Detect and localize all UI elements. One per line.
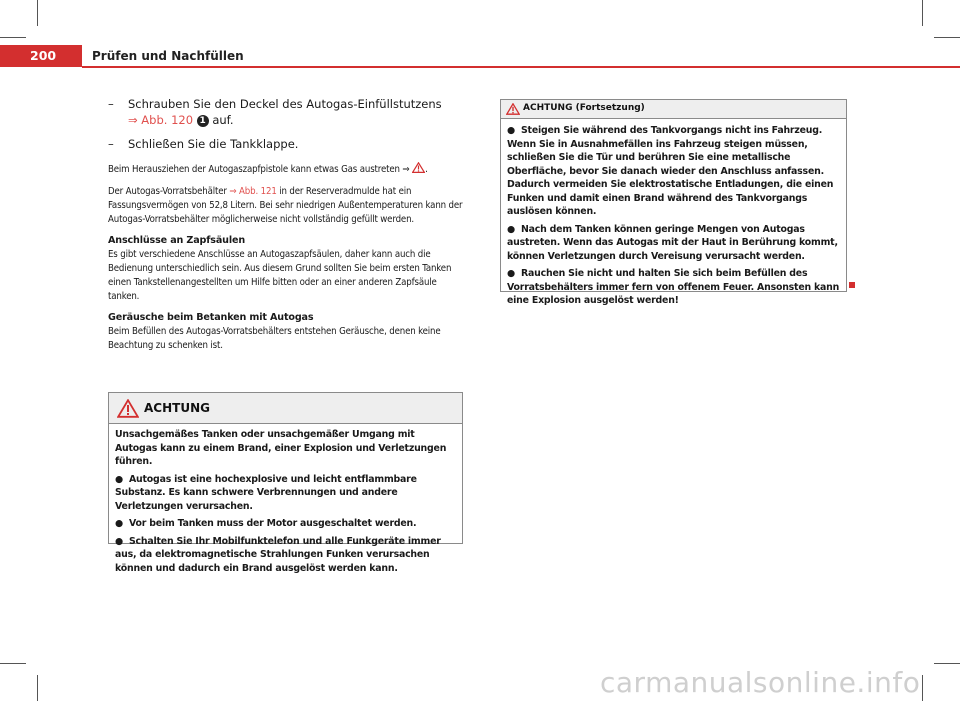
header-rule [82, 66, 960, 68]
paragraph: Beim Befüllen des Autogas-Vorratsbehälters entstehen Geräusche, denen keine Beachtung zu schenken ist. [108, 326, 441, 351]
paragraph [108, 185, 466, 227]
left-column [108, 96, 466, 359]
figure-link[interactable]: ⇒ Abb. 121 [229, 186, 277, 197]
crop-mark [934, 37, 960, 38]
crop-mark [922, 0, 923, 26]
step-item [108, 96, 466, 128]
bullet: ● [507, 125, 515, 136]
warning-triangle-icon [117, 399, 139, 418]
crop-mark [37, 675, 38, 701]
warning-box-continued [500, 99, 847, 306]
warning-item-text: Nach dem Tanken können geringe Mengen von Autogas austreten. Wenn das Autogas mit der Haut in Berührung kommt, können Verletzungen durch Vereisung verursacht werden. [507, 223, 838, 262]
warning-item [115, 535, 456, 576]
warning-triangle-icon [506, 103, 520, 115]
warning-item [115, 517, 456, 531]
figure-link[interactable]: ⇒ Abb. 120 [128, 113, 194, 127]
page-title: Prüfen und Nachfüllen [92, 49, 244, 63]
step-dash: – [108, 137, 114, 151]
warning-body [501, 119, 846, 308]
warning-box [108, 392, 463, 574]
warning-item-text: Vor beim Tanken muss der Motor ausgeschaltet werden. [129, 518, 417, 529]
warning-item [507, 124, 840, 219]
crop-mark [37, 0, 38, 26]
bullet: ● [115, 473, 123, 485]
warning-item-text: Steigen Sie während des Tankvorgangs nicht ins Fahrzeug. Wenn Sie in Ausnahmefällen ins Fahrzeug steigen müssen, schließen Sie die Tür und berühren Sie eine metallische Oberfläche, bevor Sie danach wieder den Anschluss anfassen. Dadurch vermeiden Sie elektrostatische Entladungen, die einen Funken und damit einen Brand während des Tankvorgangs auslösen können. [507, 125, 834, 217]
warning-title: ACHTUNG (Fortsetzung) [523, 103, 645, 113]
subheading: Geräusche beim Betanken mit Autogas [108, 312, 314, 323]
page-number: 200 [30, 48, 57, 63]
warning-box-header [109, 393, 462, 424]
crop-mark [0, 37, 26, 38]
warning-box-header [501, 100, 846, 119]
warning-item [507, 223, 840, 264]
section-end-marker [849, 282, 855, 288]
callout-number: 1 [197, 115, 209, 127]
step-text-end: auf. [212, 113, 234, 127]
step-item [108, 136, 466, 152]
warning-item [507, 267, 840, 308]
subheading: Anschlüsse an Zapfsäulen [108, 235, 246, 246]
step-dash: – [108, 97, 114, 111]
warning-triangle-icon[interactable] [412, 162, 425, 173]
warning-title: ACHTUNG [144, 401, 210, 415]
warning-intro: Unsachgemäßes Tanken oder unsachgemäßer Umgang mit Autogas kann zu einem Brand, einer Explosion und Verletzungen führen. [115, 429, 447, 467]
crop-mark [934, 663, 960, 664]
paragraph-text: Der Autogas-Vorratsbehälter [108, 186, 227, 197]
paragraph-text: in der Reserveradmulde hat ein Fassungsvermögen von 52,8 Litern. Bei sehr niedrigen Außentemperaturen kann der Autogas-Vorratsbehälter möglicherweise nicht vollständig gefüllt werden. [108, 186, 463, 225]
paragraph-end: . [425, 164, 428, 175]
step-text: Schrauben Sie den Deckel des Autogas-Einfüllstutzens [128, 97, 442, 111]
bullet: ● [115, 535, 123, 547]
warning-item [115, 473, 456, 514]
paragraph: Es gibt verschiedene Anschlüsse an Autogaszapfsäulen, daher kann auch die Bedienung unterschiedlich sein. Aus diesem Grund sollten Sie beim ersten Tanken einen Tankstellenangestellten um Hilfe bitten oder an einer anderen Zapfsäule tanken. [108, 249, 452, 302]
step-text: Schließen Sie die Tankklappe. [128, 137, 299, 151]
warning-item-text: Schalten Sie Ihr Mobilfunktelefon und alle Funkgeräte immer aus, da elektromagnetische Strahlungen Funken verursachen können und dadurch ein Brand ausgelöst werden kann. [115, 535, 441, 574]
paragraph-text: Beim Herausziehen der Autogaszapfpistole kann etwas Gas austreten ⇒ [108, 164, 410, 175]
warning-body [109, 424, 462, 575]
warning-item-text: Rauchen Sie nicht und halten Sie sich beim Befüllen des Vorratsbehälters immer fern von offenem Feuer. Ansonsten kann eine Explosion ausgelöst werden! [507, 268, 840, 306]
warning-item-text: Autogas ist eine hochexplosive und leicht entflammbare Substanz. Es kann schwere Verbrennungen und andere Verletzungen verursachen. [115, 473, 417, 512]
watermark: carmanualsonline.info [600, 666, 921, 699]
crop-mark [922, 675, 923, 701]
paragraph [108, 162, 466, 177]
crop-mark [0, 663, 26, 664]
bullet: ● [507, 223, 515, 235]
bullet: ● [507, 268, 515, 279]
bullet: ● [115, 518, 123, 529]
